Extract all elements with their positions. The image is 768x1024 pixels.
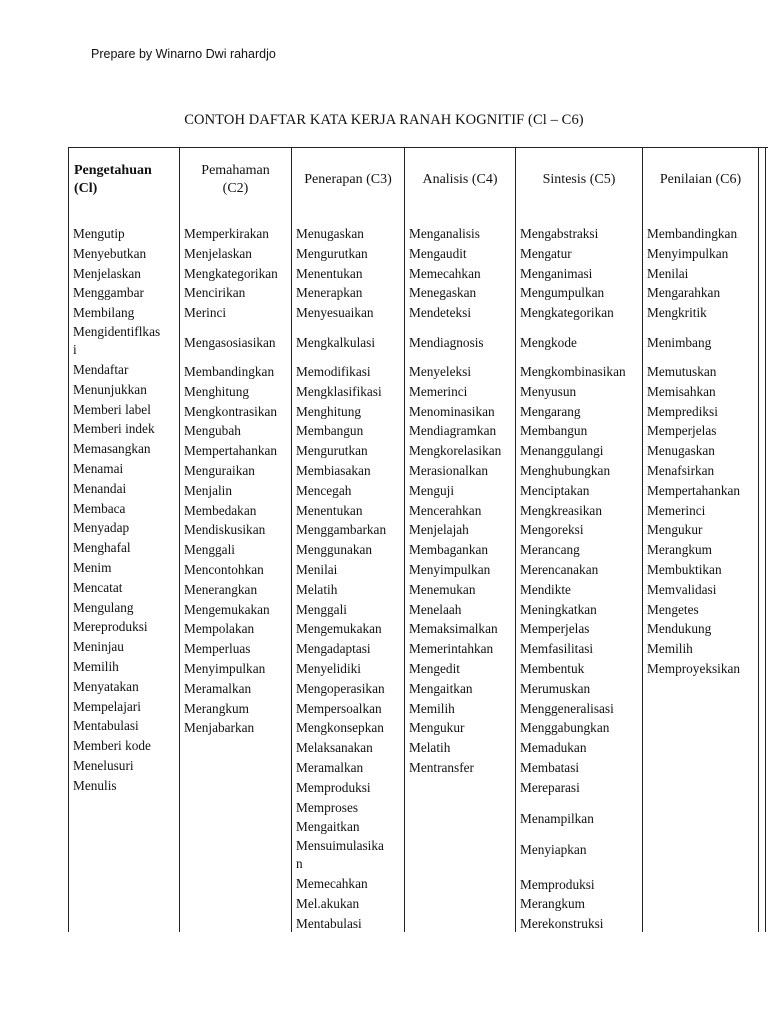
list-item: Mengulang (73, 599, 134, 615)
list-item: Memilih (409, 700, 455, 716)
list-item: Memproduksi (520, 876, 595, 892)
list-item: Mengaitkan (409, 680, 473, 696)
list-item: Mengkonsepkan (296, 720, 384, 736)
list-item: Mereproduksi (73, 619, 148, 635)
column-partial (759, 148, 766, 932)
list-item: Merangkum (184, 700, 249, 716)
list-item: Menggunakan (296, 542, 373, 558)
column-c5 (516, 148, 643, 932)
column-c1 (69, 148, 180, 932)
list-item: Merekonstruksi (520, 916, 604, 932)
list-item: Menafsirkan (647, 462, 715, 478)
list-item: Memasangkan (73, 441, 151, 457)
list-item: Merangkum (520, 896, 585, 912)
list-item: Mencirikan (184, 285, 246, 301)
list-item: Menegaskan (409, 285, 477, 301)
list-item: Menggali (184, 542, 235, 558)
list-item: Memperjelas (520, 621, 590, 637)
list-item: Membentuk (520, 660, 585, 676)
list-item: Mengkombinasikan (520, 363, 626, 379)
list-item: Memadukan (520, 740, 587, 756)
list-item: Meningkatkan (520, 601, 597, 617)
list-item: Mencatat (73, 579, 123, 595)
list-item: Mengukur (409, 720, 465, 736)
list-item: Membandingkan (647, 226, 738, 241)
list-item: Mempelajari (73, 698, 141, 714)
list-item: Menjalin (184, 482, 233, 498)
list-item: Menguji (409, 482, 455, 498)
list-item: Menggeneralisasi (520, 700, 614, 716)
column-header (516, 148, 642, 211)
list-item: Melatih (296, 581, 338, 597)
list-item: Menampilkan (520, 810, 594, 826)
list-item: Membilang (73, 305, 135, 321)
list-item: Membangun (520, 423, 588, 439)
list-item: Mengkalkulasi (296, 334, 376, 350)
list-item: Menyimpulkan (409, 561, 491, 577)
list-item: Menelusuri (73, 757, 134, 773)
list-item: Mentabulasi (73, 718, 139, 734)
column-header (69, 148, 179, 211)
list-item: Mengkategorikan (184, 265, 278, 281)
list-item: Mengkontrasikan (184, 403, 278, 419)
list-item: Membagankan (409, 542, 489, 558)
column-header-line2: (C2) (222, 180, 249, 196)
list-item: Mentabulasi (296, 915, 362, 931)
page-title: CONTOH DAFTAR KATA KERJA RANAH KOGNITIF (Cl – C6) (184, 112, 584, 128)
verb-list (647, 224, 740, 679)
list-item: Mengaudit (409, 245, 467, 261)
list-item: Mempertahankan (647, 482, 741, 498)
list-item: Mengemukakan (184, 601, 270, 617)
list-item: Menunjukkan (73, 381, 147, 397)
list-item: Menggabungkan (520, 720, 610, 736)
list-item: Menyatakan (73, 678, 139, 694)
list-item: Mengemukakan (296, 621, 382, 637)
list-item: Menyelidiki (296, 660, 361, 676)
list-item: Mengoreksi (520, 522, 584, 538)
list-item: Menemukan (409, 581, 476, 597)
list-item: Memperjelas (647, 423, 717, 439)
list-item: Menentukan (296, 502, 363, 518)
list-item: Meramalkan (296, 759, 364, 775)
list-item: Menugaskan (296, 226, 364, 241)
list-item: Mereparasi (520, 779, 580, 795)
list-item: Menganimasi (520, 265, 593, 281)
list-item: Memutuskan (647, 363, 717, 379)
list-item: Membangun (296, 423, 364, 439)
list-item: Merencanakan (520, 561, 599, 577)
list-item: Menciptakan (520, 482, 590, 498)
list-item: Menjelaskan (184, 245, 252, 261)
list-item: Mengetes (647, 601, 699, 617)
list-item: Menjelaskan (73, 265, 141, 281)
list-item: Merancang (520, 542, 580, 558)
list-item: Menghubungkan (520, 462, 611, 478)
list-item: Menyadap (73, 520, 130, 536)
verb-list (409, 224, 501, 778)
list-item: Menggambarkan (296, 522, 387, 538)
list-item: Mencegah (296, 482, 352, 498)
prepared-by: Prepare by Winarno Dwi rahardjo (91, 47, 276, 61)
column-header (292, 148, 404, 211)
list-item: Meramalkan (184, 680, 252, 696)
list-item: Mendiskusikan (184, 522, 266, 538)
list-item: Menghafal (73, 540, 131, 556)
list-item: Merangkum (647, 542, 712, 558)
column-header-line1: Pengetahuan (74, 162, 152, 178)
list-item: Mengarang (520, 403, 581, 419)
list-item: Mengkorelasikan (409, 443, 502, 459)
list-item: Mengedit (409, 660, 460, 676)
column-header-line1: Pemahaman (201, 162, 270, 178)
list-item: Merasionalkan (409, 462, 489, 478)
list-item: Menentukan (296, 265, 363, 281)
list-item: Mengkreasikan (520, 502, 602, 518)
list-item: Mensuimulasika n (296, 838, 384, 872)
list-item: Memecahkan (296, 876, 368, 892)
list-item: Membuktikan (647, 561, 722, 577)
list-item: Memfasilitasi (520, 641, 594, 657)
list-item: Menim (73, 559, 112, 575)
list-item: Memerinci (409, 383, 468, 399)
list-item: Menganalisis (409, 226, 480, 241)
list-item: Mentransfer (409, 759, 474, 775)
list-item: Menilai (296, 561, 338, 577)
list-item: Menggambar (73, 285, 144, 301)
list-item: Mengaitkan (296, 819, 360, 835)
list-item: Menanggulangi (520, 443, 604, 459)
list-item: Memberi kode (73, 738, 151, 754)
list-item: Menamai (73, 460, 124, 476)
list-item: Menyeleksi (409, 363, 472, 379)
list-item: Mencerahkan (409, 502, 482, 518)
verb-list (520, 224, 626, 934)
list-item: Membatasi (520, 759, 580, 775)
list-item: Menugaskan (647, 443, 715, 459)
list-item: Mendaftar (73, 361, 129, 377)
list-item: Memberi indek (73, 421, 155, 437)
list-item: Memilih (647, 641, 693, 657)
list-item: Mendukung (647, 621, 712, 637)
column-header-line1: Analisis (C4) (422, 171, 498, 187)
list-item: Mengkode (520, 334, 577, 350)
list-item: Mengasosiasikan (184, 334, 276, 350)
list-item: Menyesuaikan (296, 305, 374, 321)
list-item: Membiasakan (296, 462, 371, 478)
list-item: Memilih (73, 658, 119, 674)
list-item: Mengarahkan (647, 285, 721, 301)
list-item: Mendiagnosis (409, 334, 484, 350)
list-item: Memberi label (73, 401, 151, 417)
list-item: Melaksanakan (296, 740, 373, 756)
list-item: Memprediksi (647, 403, 718, 419)
list-item: Mel.akukan (296, 895, 360, 911)
list-item: Menyimpulkan (647, 245, 729, 261)
list-item: Menerangkan (184, 581, 258, 597)
list-item: Memperluas (184, 641, 251, 657)
list-item: Merumuskan (520, 680, 591, 696)
list-item: Menilai (647, 265, 689, 281)
list-item: Memvalidasi (647, 581, 717, 597)
list-item: Mendiagramkan (409, 423, 497, 439)
list-item: Membedakan (184, 502, 257, 518)
verb-list (296, 224, 386, 934)
list-item: Memodifikasi (296, 363, 371, 379)
list-item: Menimbang (647, 334, 712, 350)
list-item: Menyebutkan (73, 245, 147, 261)
list-item: Memproyeksikan (647, 660, 741, 676)
list-item: Mengklasifikasi (296, 383, 382, 399)
list-item: Memperkirakan (184, 226, 269, 241)
list-item: Mengutip (73, 226, 125, 241)
list-item: Mengatur (520, 245, 572, 261)
list-item: Mengukur (647, 522, 703, 538)
column-c3 (292, 148, 405, 932)
list-item: Merinci (184, 305, 227, 321)
list-item: Memaksimalkan (409, 621, 498, 637)
list-item: Menyimpulkan (184, 660, 266, 676)
column-header-line1: Sintesis (C5) (542, 171, 616, 187)
list-item: Mengidentiflkas i (73, 323, 161, 357)
list-item: Memisahkan (647, 383, 716, 399)
list-item: Mengkritik (647, 305, 707, 321)
list-item: Mengubah (184, 423, 241, 439)
column-header-line1: Penerapan (C3) (304, 171, 392, 187)
list-item: Menulis (73, 777, 117, 793)
list-item: Menggali (296, 601, 347, 617)
list-item: Menerapkan (296, 285, 363, 301)
list-item: Memecahkan (409, 265, 481, 281)
list-item: Menominasikan (409, 403, 495, 419)
column-header-line1: Penilaian (C6) (659, 171, 742, 187)
list-item: Mempertahankan (184, 443, 278, 459)
list-item: Memproduksi (296, 779, 371, 795)
list-item: Menjelajah (409, 522, 469, 538)
verb-table (68, 147, 768, 932)
list-item: Mengadaptasi (296, 641, 371, 657)
list-item: Mempersoalkan (296, 700, 382, 716)
list-item: Mengumpulkan (520, 285, 605, 301)
list-item: Memproses (296, 799, 359, 815)
list-item: Menandai (73, 480, 127, 496)
list-item: Menyusun (520, 383, 577, 399)
verb-list (73, 224, 160, 796)
list-item: Mencontohkan (184, 561, 264, 577)
list-item: Membaca (73, 500, 126, 516)
list-item: Menghitung (296, 403, 362, 419)
column-c4 (405, 148, 516, 932)
list-item: Mengkategorikan (520, 305, 614, 321)
column-c2 (180, 148, 292, 932)
list-item: Memerinci (647, 502, 706, 518)
column-header (180, 148, 291, 211)
list-item: Meninjau (73, 639, 124, 655)
column-c6 (643, 148, 759, 932)
list-item: Mengoperasikan (296, 680, 385, 696)
list-item: Mengurutkan (296, 443, 368, 459)
list-item: Menyiapkan (520, 841, 587, 857)
column-header (405, 148, 515, 211)
column-header-line2: (Cl) (74, 180, 98, 196)
list-item: Menelaah (409, 601, 462, 617)
list-item: Mengurutkan (296, 245, 368, 261)
list-item: Mempolakan (184, 621, 255, 637)
list-item: Menguraikan (184, 462, 255, 478)
list-item: Memerintahkan (409, 641, 494, 657)
verb-list (184, 224, 278, 738)
list-item: Mendeteksi (409, 305, 472, 321)
list-item: Menjabarkan (184, 720, 255, 736)
column-header (643, 148, 758, 211)
list-item: Mendikte (520, 581, 571, 597)
list-item: Melatih (409, 740, 451, 756)
list-item: Membandingkan (184, 363, 275, 379)
list-item: Mengabstraksi (520, 226, 599, 241)
list-item: Menghitung (184, 383, 250, 399)
